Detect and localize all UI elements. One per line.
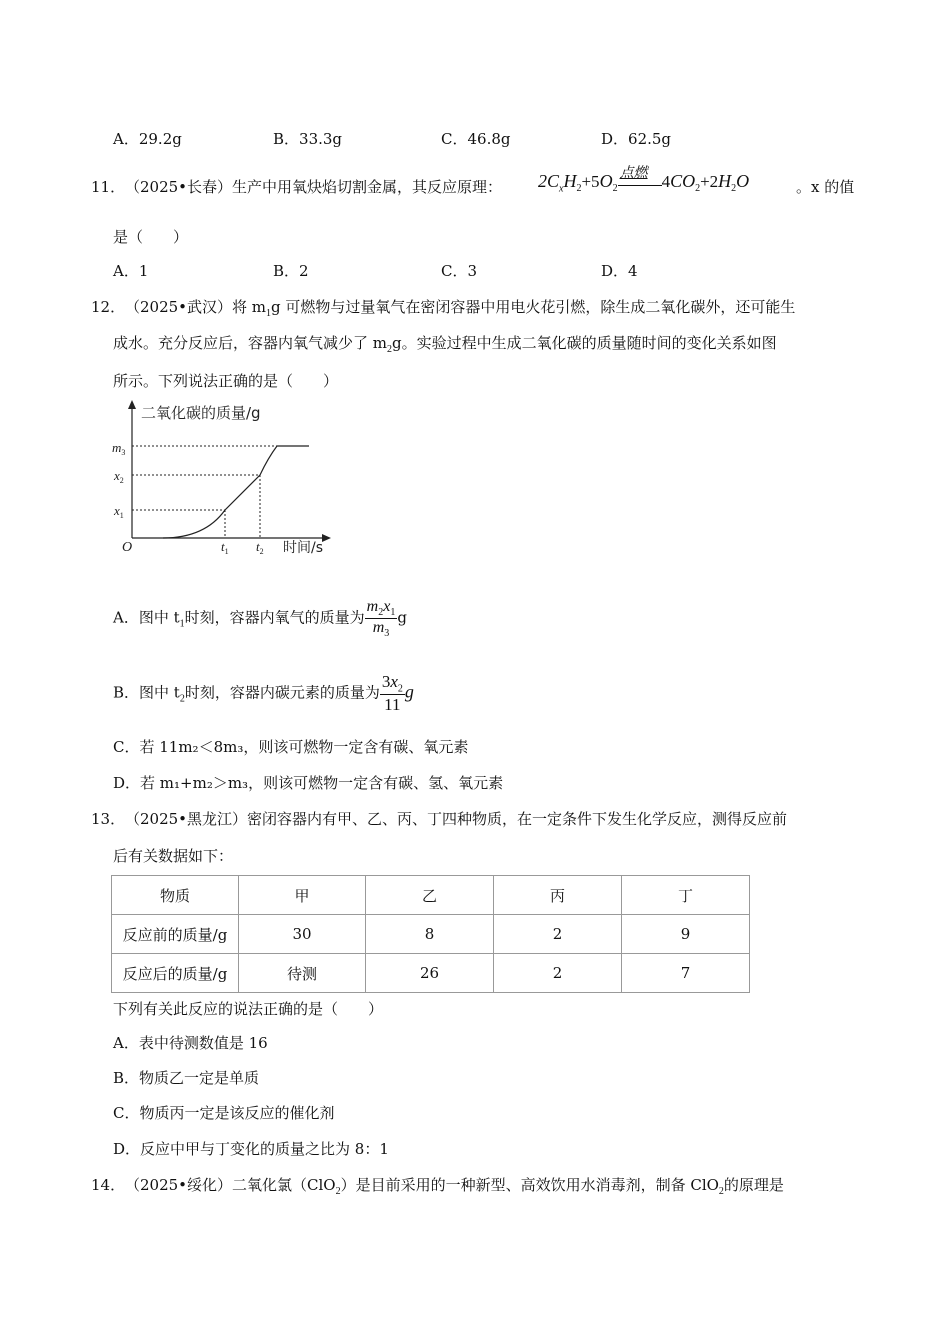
q12-source: （2025•武汉） [125, 298, 233, 316]
q11-number: 11． [91, 178, 126, 196]
table-cell: 2 [494, 915, 622, 954]
table-row [112, 954, 750, 993]
q13-option-d: D．反应中甲与丁变化的质量之比为 8：1 [113, 1140, 389, 1158]
table-header-cell: 物质 [112, 876, 239, 915]
y-tick-x2: $x_2$ [114, 468, 124, 485]
q11-option-d: D．4 [601, 262, 638, 280]
table-cell: 反应前的质量/g [112, 915, 239, 954]
table-cell: 7 [622, 954, 750, 993]
q12-option-a: A．图中 $t_1$时刻，容器内氧气的质量为 $\frac{m_2x_1}{m_3}$ g [113, 598, 407, 640]
q13-line2: 后有关数据如下： [113, 847, 234, 865]
q14-source: （2025•绥化） [125, 1176, 233, 1194]
q11-equation: $2C_xH_2+5O_2$ 点燃 $4CO_2+2H_2O$ [538, 171, 749, 195]
q10-option-c: C．46.8g [441, 130, 511, 148]
q11-text-before: 生产中用氧炔焰切割金属，其反应原理： [232, 178, 503, 196]
q13-option-b: B．物质乙一定是单质 [113, 1069, 260, 1087]
graph-y-label: 二氧化碳的质量/g [141, 404, 261, 422]
q12-option-d: D．若 m₁+m₂＞m₃，则该可燃物一定含有碳、氢、氧元素 [113, 774, 504, 792]
q11-text-after: 。x 的值 [796, 178, 855, 196]
table-cell: 9 [622, 915, 750, 954]
q11-option-c: C．3 [441, 262, 478, 280]
x-axis-arrow-icon [322, 534, 331, 542]
q11-option-a: A．1 [113, 262, 149, 280]
q11-reaction-condition: 点燃 [619, 165, 648, 181]
q12-line2: 成水。充分反应后，容器内氧气减少了 $m_2g$。实验过程中生成二氧化碳的质量随时间的变化关系如图 [113, 334, 777, 355]
x-tick-t2: $t_2$ [256, 539, 264, 556]
table-header-cell: 丙 [494, 876, 622, 915]
y-tick-x1: $x_1$ [114, 503, 124, 520]
graph-origin: O [122, 540, 133, 555]
q11-option-b: B．2 [273, 262, 309, 280]
q11-source: （2025•长春） [125, 178, 233, 196]
table-cell: 待测 [239, 954, 366, 993]
table-row [112, 915, 750, 954]
table-cell: 26 [366, 954, 494, 993]
q13-number: 13． [91, 810, 126, 828]
co2-curve [163, 446, 309, 538]
y-axis-arrow-icon [128, 400, 136, 409]
q12-option-b: B．图中 $t_2$时刻，容器内碳元素的质量为 $\frac{3x_2}{11}$ g [113, 672, 414, 715]
q10-option-d: D．62.5g [601, 130, 672, 148]
q13-option-c: C．物质丙一定是该反应的催化剂 [113, 1104, 335, 1122]
co2-mass-time-graph [105, 398, 345, 558]
q13-data-table [111, 875, 750, 993]
table-header-cell: 甲 [239, 876, 366, 915]
q12-number: 12． [91, 298, 126, 316]
table-header-cell: 乙 [366, 876, 494, 915]
table-cell: 反应后的质量/g [112, 954, 239, 993]
y-tick-m3: $m_3$ [112, 440, 126, 457]
q12-line3: 所示。下列说法正确的是（ ） [113, 372, 339, 390]
q10-option-a: A．29.2g [113, 130, 182, 148]
table-cell: 30 [239, 915, 366, 954]
table-cell: 2 [494, 954, 622, 993]
q13-question: 下列有关此反应的说法正确的是（ ） [113, 1000, 384, 1018]
q14-number: 14． [91, 1176, 126, 1194]
q12-option-c: C．若 11m₂＜8m₃，则该可燃物一定含有碳、氧元素 [113, 738, 469, 756]
table-header-cell: 丁 [622, 876, 750, 915]
q10-option-b: B．33.3g [273, 130, 343, 148]
graph-x-label: 时间/s [283, 540, 324, 556]
q13-line1: 密闭容器内有甲、乙、丙、丁四种物质，在一定条件下发生化学反应，测得反应前 [247, 810, 788, 828]
q13-source: （2025•黑龙江） [125, 810, 248, 828]
x-tick-t1: $t_1$ [221, 539, 229, 556]
q11-line2: 是（ ） [113, 228, 189, 246]
q14-text: 二氧化氯（ClO$_2$）是目前采用的一种新型、高效饮用水消毒剂，制备 ClO$_2$的原理是 [232, 1176, 784, 1197]
q12-line1: 将 $m_1g$ 可燃物与过量氧气在密闭容器中用电火花引燃，除生成二氧化碳外，还可能生 [232, 298, 796, 319]
q13-option-a: A．表中待测数值是 16 [113, 1034, 268, 1052]
table-header-row [112, 876, 750, 915]
table-cell: 8 [366, 915, 494, 954]
